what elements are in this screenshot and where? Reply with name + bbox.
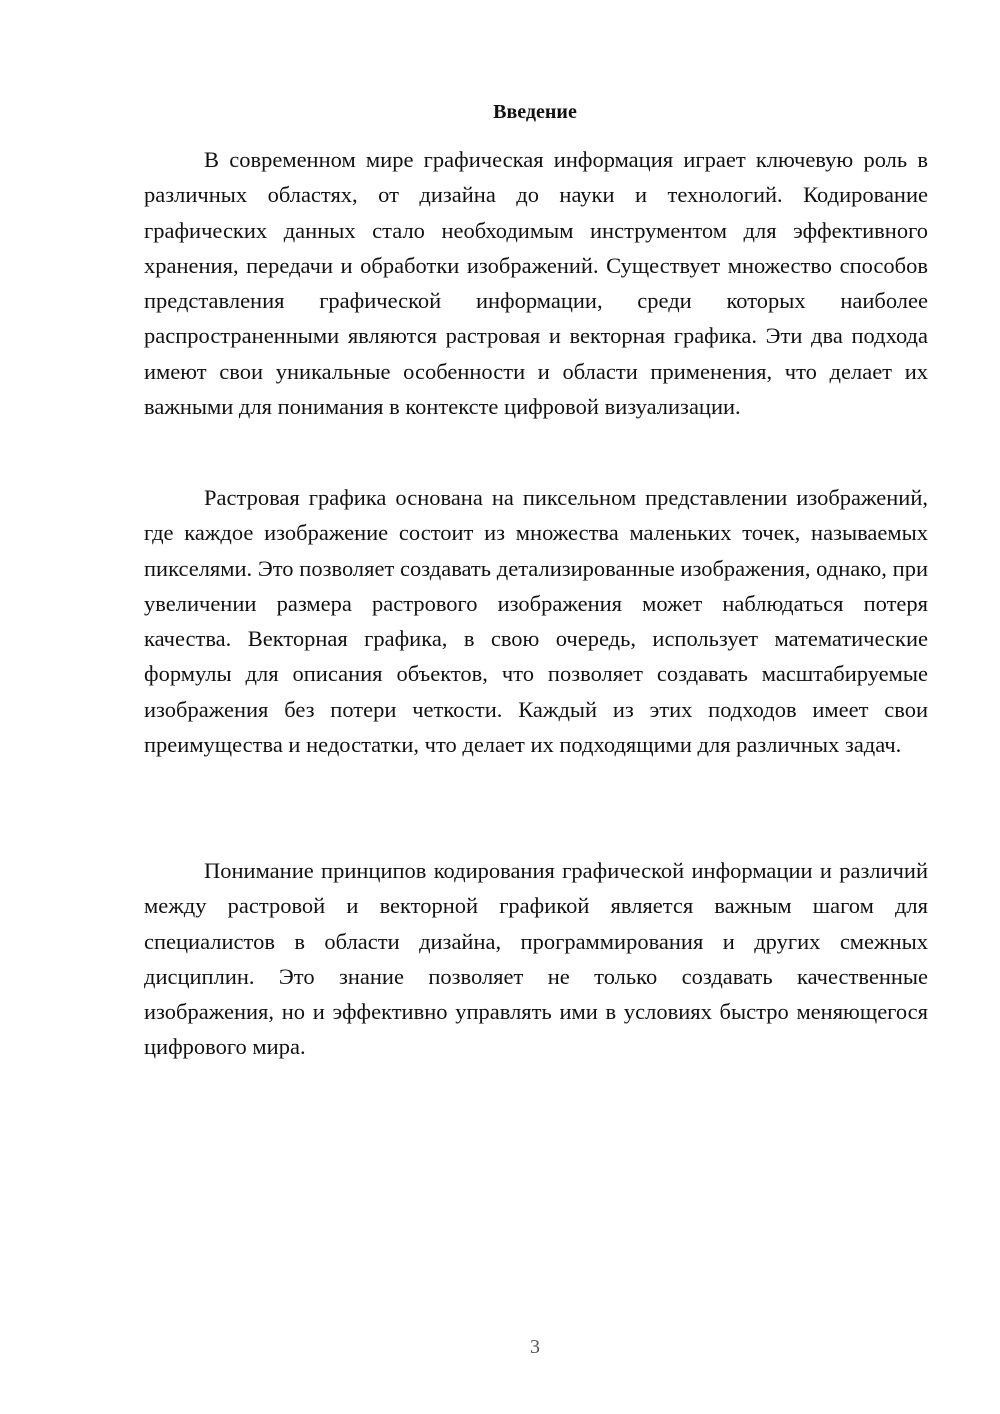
paragraph-1: В современном мире графическая информация играет ключевую роль в различных областях, от дизайна до науки и технологий. Кодирование графических данных стало необходимым инструментом для эффективного хранения, передачи и обработки изображений. Существует множество способов представления графической информации, среди которых наиболее распространенными являются растровая и векторная графика. Эти два подхода имеют свои уникальные особенности и области применения, что делает их важными для понимания в контексте цифровой визуализации.	[144, 147, 928, 420]
paragraph-3: Понимание принципов кодирования графической информации и различий между растровой и векторной графикой является важным шагом для специалистов в области дизайна, программирования и других смежных дисциплин. Это знание позволяет не только создавать качественные изображения, но и эффективно управлять ими в условиях быстро меняющегося цифрового мира.	[144, 858, 928, 1060]
paragraph-2: Растровая графика основана на пиксельном представлении изображений, где каждое изображение состоит из множества маленьких точек, называемых пикселями. Это позволяет создавать детализированные изображения, однако, при увеличении размера растрового изображения может наблюдаться потеря качества. Векторная графика, в свою очередь, использует математические формулы для описания объектов, что позволяет создавать масштабируемые изображения без потери четкости. Каждый из этих подходов имеет свои преимущества и недостатки, что делает их подходящими для различных задач.	[144, 485, 928, 758]
section-title: Введение	[493, 101, 577, 123]
page-number: 3	[530, 1336, 540, 1358]
